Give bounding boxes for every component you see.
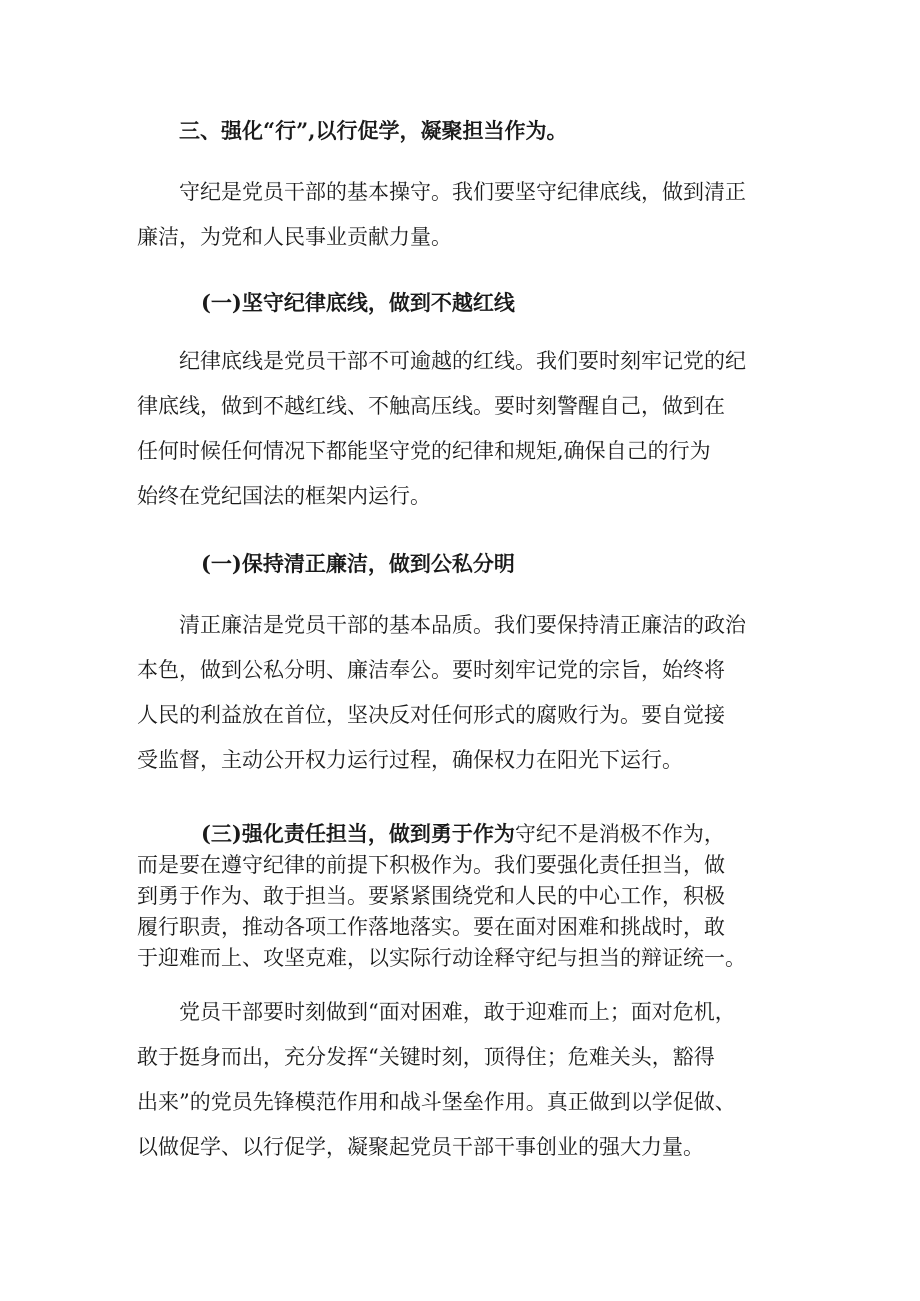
subsection-title-2: (一)保持清正廉洁，做到公私分明 xyxy=(201,551,515,576)
text-line: 以做促学、以行促学，凝聚起党员干部干事创业的强大力量。 xyxy=(137,1135,704,1159)
section-heading: 三、强化“行”,以行促学，凝聚担当作为。 xyxy=(179,118,568,143)
text-line: 履行职责，推动各项工作落地落实。要在面对困难和挑战时，敢 xyxy=(137,915,725,939)
text-line: 党员干部要时刻做到“面对困难，敢于迎难而上；面对危机， xyxy=(179,1000,736,1024)
text-line: 守纪是党员干部的基本操守。我们要坚守纪律底线，做到清正 xyxy=(179,180,746,204)
text-line: 于迎难而上、攻坚克难，以实际行动诠释守纪与担当的辩证统一。 xyxy=(137,946,746,970)
subsection-title-3: (三)强化责任担当，做到勇于作为 xyxy=(201,821,515,846)
text-line: 廉洁，为党和人民事业贡献力量。 xyxy=(137,225,452,249)
text-line: 律底线，做到不越红线、不触高压线。要时刻警醒自己，做到在 xyxy=(137,394,725,418)
text-line: 始终在党纪国法的框架内运行。 xyxy=(137,484,431,508)
text-line: 纪律底线是党员干部不可逾越的红线。我们要时刻牢记党的纪 xyxy=(179,349,746,373)
text-line: 清正廉洁是党员干部的基本品质。我们要保持清正廉洁的政治 xyxy=(179,613,746,637)
text-line: 人民的利益放在首位，坚决反对任何形式的腐败行为。要自觉接 xyxy=(137,703,725,727)
closing-paragraph xyxy=(137,990,797,1170)
subsection-title-1: (一)坚守纪律底线，做到不越红线 xyxy=(201,290,515,315)
section1-paragraph xyxy=(137,339,797,519)
text-line: 敢于挺身而出，充分发挥“关键时刻，顶得住；危难关头，豁得 xyxy=(137,1045,715,1069)
section2-paragraph xyxy=(137,603,797,783)
text-line: 而是要在遵守纪律的前提下积极作为。我们要强化责任担当，做 xyxy=(137,853,725,877)
text-line: 任何时候任何情况下都能坚守党的纪律和规矩,确保自己的行为 xyxy=(137,439,711,463)
section3-paragraph: (三)强化责任担当，做到勇于作为守纪不是消极不作为， 而是要在遵守纪律的前提下积极作为。我们要强化责任担当，做 到勇于作为、敢于担当。要紧紧围绕党和人民的中心工作，积极 履行职责，推动各项工作落地落实。要在面对困难和挑战时，敢 于迎难而上、攻坚克难，以实际行动诠释守纪与担当的辩证统一。 xyxy=(137,818,797,974)
text-line: 出来”的党员先锋模范作用和战斗堡垒作用。真正做到以学促做、 xyxy=(137,1090,736,1114)
text-line: 本色，做到公私分明、廉洁奉公。要时刻牢记党的宗旨，始终将 xyxy=(137,658,725,682)
text-line: 到勇于作为、敢于担当。要紧紧围绕党和人民的中心工作，积极 xyxy=(137,884,725,908)
text-line: 受监督，主动公开权力运行过程，确保权力在阳光下运行。 xyxy=(137,748,683,772)
intro-paragraph xyxy=(137,170,797,260)
